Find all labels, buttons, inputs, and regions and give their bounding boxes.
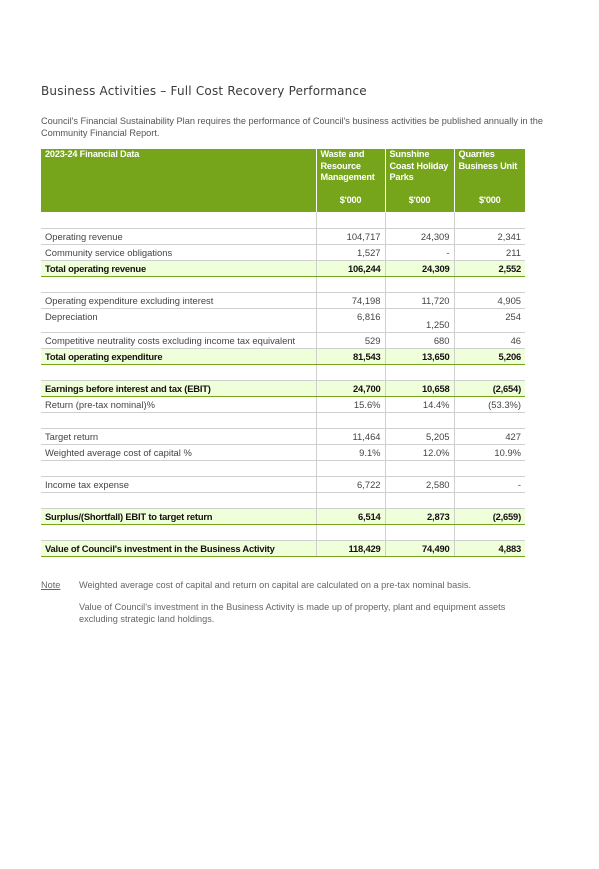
cell-value: 6,816 (316, 308, 385, 332)
cell-value: 5,206 (454, 348, 525, 364)
cell-value: 14.4% (385, 396, 454, 412)
cell-value: 2,552 (454, 260, 525, 276)
cell-value: 46 (454, 332, 525, 348)
cell-value: - (385, 244, 454, 260)
row-label: Total operating revenue (41, 260, 316, 276)
unit-label: $'000 (316, 195, 385, 212)
spacer-row (41, 364, 525, 380)
cell-value: 74,490 (385, 540, 454, 556)
cell-value: 2,341 (454, 228, 525, 244)
intro-paragraph: Council's Financial Sustainability Plan requires the performance of Council's business activities be published annually in the Community Financial Report. (41, 116, 543, 138)
header-waste: Waste and Resource Management (316, 149, 385, 195)
cell-value: 4,905 (454, 292, 525, 308)
unit-blank (41, 195, 316, 212)
row-label: Target return (41, 428, 316, 444)
cell-value: 118,429 (316, 540, 385, 556)
cell-value: 11,464 (316, 428, 385, 444)
cell-value: 104,717 (316, 228, 385, 244)
note-label: Note (41, 580, 61, 590)
unit-label: $'000 (454, 195, 525, 212)
spacer-row (41, 276, 525, 292)
row-label: Weighted average cost of capital % (41, 444, 316, 460)
cell-value: 4,883 (454, 540, 525, 556)
header-quarries: Quarries Business Unit (454, 149, 525, 195)
spacer-row (41, 412, 525, 428)
table-unit-row (41, 195, 525, 212)
table-header-row (41, 149, 525, 195)
cell-value: 427 (454, 428, 525, 444)
row-label: Value of Council's investment in the Business Activity (41, 540, 316, 556)
row-label: Community service obligations (41, 244, 316, 260)
row-label: Depreciation (41, 308, 316, 332)
row-label: Surplus/(Shortfall) EBIT to target return (41, 508, 316, 524)
row-label: Earnings before interest and tax (EBIT) (41, 380, 316, 396)
table-row (41, 396, 525, 412)
table-row (41, 308, 525, 332)
cell-value: 11,720 (385, 292, 454, 308)
cell-value: 6,514 (316, 508, 385, 524)
row-label: Income tax expense (41, 476, 316, 492)
cell-value: 15.6% (316, 396, 385, 412)
cell-value: 13,650 (385, 348, 454, 364)
table-row (41, 228, 525, 244)
table-row (41, 428, 525, 444)
unit-label: $'000 (385, 195, 454, 212)
header-label: 2023-24 Financial Data (41, 149, 316, 195)
table-row (41, 332, 525, 348)
cell-value: 106,244 (316, 260, 385, 276)
row-label: Return (pre-tax nominal)% (41, 396, 316, 412)
total-row (41, 540, 525, 556)
row-label: Operating expenditure excluding interest (41, 292, 316, 308)
note-wacc: Weighted average cost of capital and return on capital are calculated on a pre-tax nominal basis. (79, 580, 472, 590)
spacer-row (41, 460, 525, 476)
header-holiday-parks: Sunshine Coast Holiday Parks (385, 149, 454, 195)
total-row (41, 348, 525, 364)
table-row (41, 244, 525, 260)
row-label: Competitive neutrality costs excluding income tax equivalent (41, 332, 316, 348)
cell-value: 10.9% (454, 444, 525, 460)
row-label: Operating revenue (41, 228, 316, 244)
total-row (41, 508, 525, 524)
table-row (41, 292, 525, 308)
cell-value: 24,309 (385, 260, 454, 276)
row-label: Total operating expenditure (41, 348, 316, 364)
spacer-row (41, 524, 525, 540)
cell-value: 211 (454, 244, 525, 260)
cell-value: 5,205 (385, 428, 454, 444)
cell-value: - (454, 476, 525, 492)
cell-value: 254 (454, 308, 525, 332)
total-row (41, 380, 525, 396)
cell-value: 12.0% (385, 444, 454, 460)
cell-value: 74,198 (316, 292, 385, 308)
cell-value: 1,527 (316, 244, 385, 260)
cell-value: 2,873 (385, 508, 454, 524)
cell-value: 10,658 (385, 380, 454, 396)
cell-value: 680 (385, 332, 454, 348)
cell-value: 24,309 (385, 228, 454, 244)
page-title: Business Activities – Full Cost Recovery Performance (41, 84, 367, 98)
note-investment: Value of Council's investment in the Business Activity is made up of property, plant and equipment assets excluding strategic land holdings. (79, 602, 506, 624)
cell-value: 529 (316, 332, 385, 348)
cell-value: (2,659) (454, 508, 525, 524)
financial-table (41, 149, 525, 557)
cell-value: 2,580 (385, 476, 454, 492)
cell-value: (53.3%) (454, 396, 525, 412)
spacer-row (41, 492, 525, 508)
cell-value: 9.1% (316, 444, 385, 460)
total-row (41, 260, 525, 276)
cell-value: 6,722 (316, 476, 385, 492)
cell-value: 81,543 (316, 348, 385, 364)
cell-value: 24,700 (316, 380, 385, 396)
cell-value: 1,250 (385, 308, 454, 332)
spacer-row (41, 212, 525, 228)
table-row (41, 444, 525, 460)
table-row (41, 476, 525, 492)
cell-value: (2,654) (454, 380, 525, 396)
